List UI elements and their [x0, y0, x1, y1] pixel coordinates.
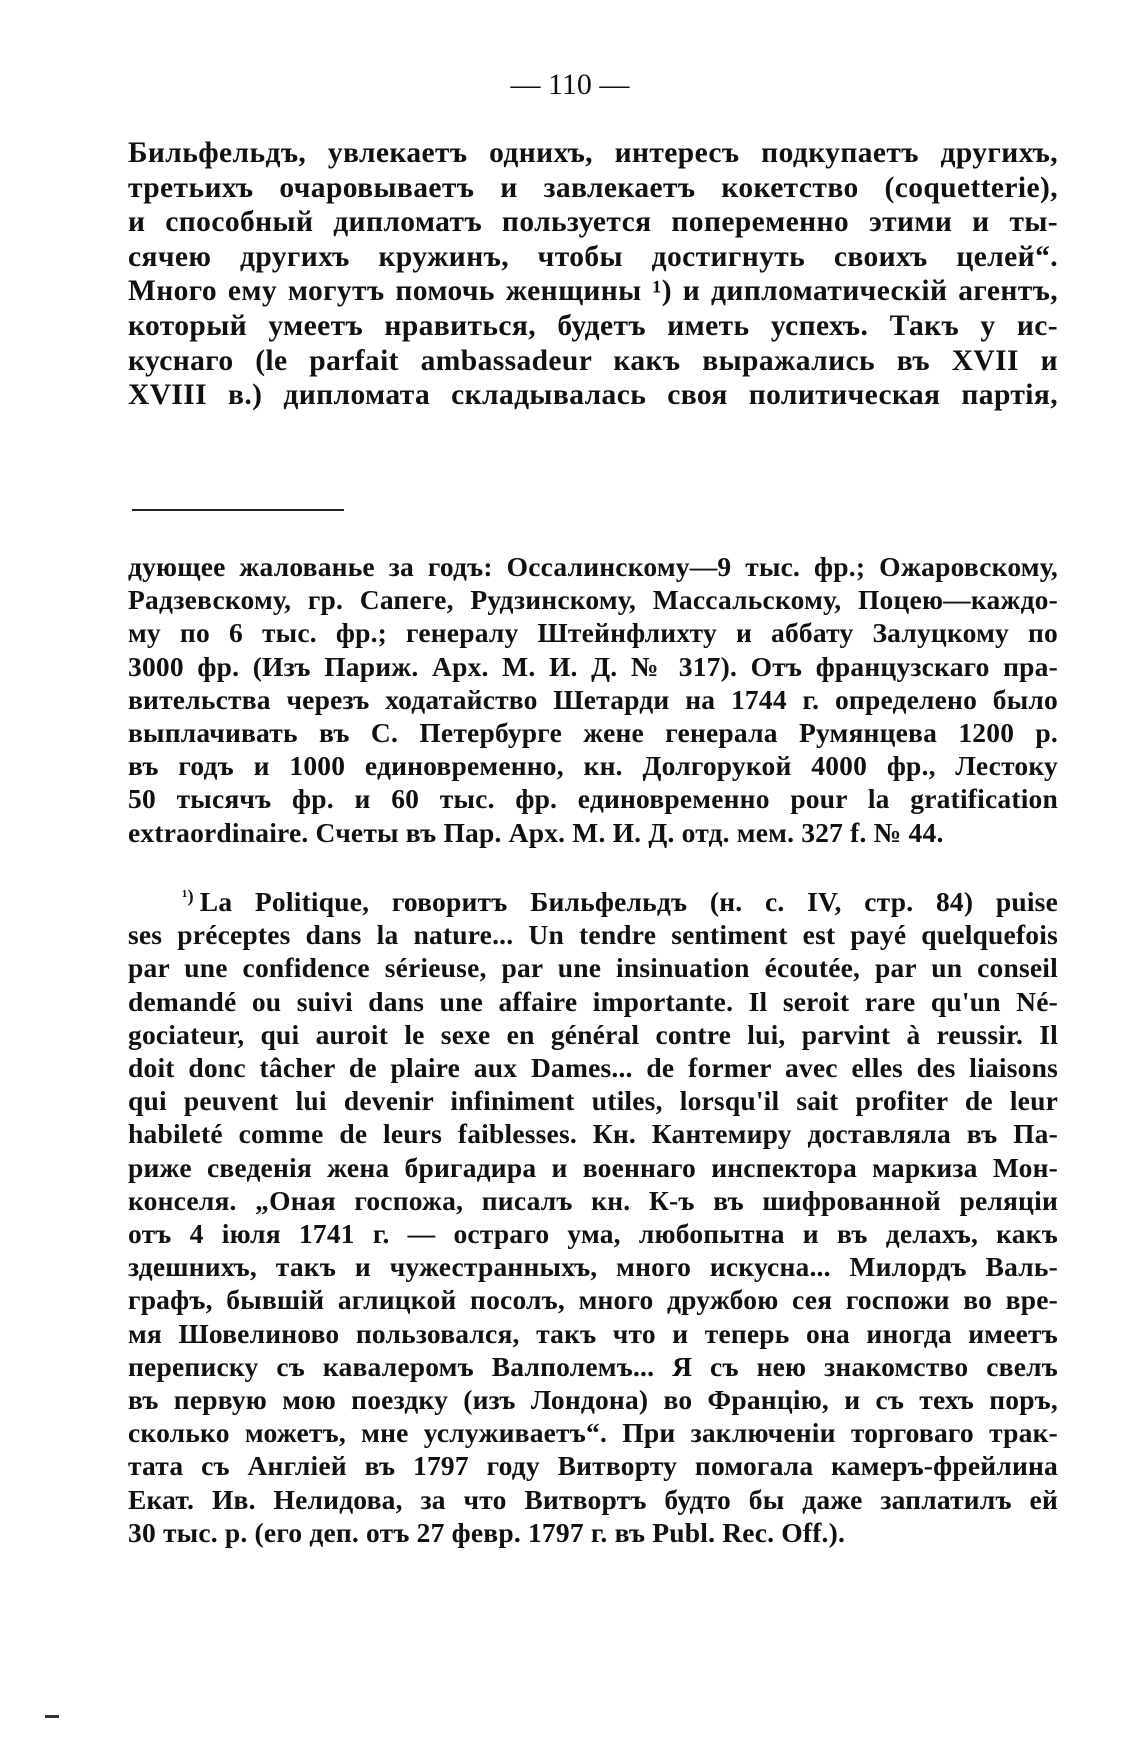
footnote-line: выплачивать въ С. Петербурге жене генерала Румянцева 1200 р.	[128, 717, 1058, 749]
footnote-line: 30 тыс. р. (его деп. отъ 27 февр. 1797 г. въ Publ. Rec. Off.).	[128, 1516, 846, 1548]
footnote-separator	[132, 509, 344, 511]
footnote-line: Радзевскому, гр. Сапеге, Рудзинскому, Массальскому, Поцею—каждо-	[128, 584, 1058, 616]
page-number: — 110 —	[510, 68, 630, 101]
footnote-line: сколько можетъ, мне услуживаетъ“. При заключенiи торговаго трак-	[128, 1417, 1058, 1449]
footnote-line: риже сведенiя жена бригадира и военнаго инспектора маркиза Мон-	[128, 1151, 1058, 1183]
footnote-line: habileté comme de leurs faiblesses. Кн. Кантемиру доставляла въ Па-	[128, 1118, 1058, 1150]
footnote-first-text: La Politique, говоритъ Бильфельдъ (н. с. IV, стр. 84) puise	[199, 886, 1058, 917]
footnote-line: gociateur, qui auroit le sexe en général contre lui, parvint à reussir. Il	[128, 1018, 1058, 1050]
main-text-line: Бильфельдъ, увлекаетъ однихъ, интересъ подкупаетъ другихъ,	[128, 137, 1058, 169]
footnote-line: въ первую мою поездку (изъ Лондона) во Францiю, и съ техъ поръ,	[128, 1384, 1058, 1416]
main-text	[128, 136, 1058, 413]
footnote-line: тата съ Англiей въ 1797 году Витворту помогала камеръ-фрейлина	[128, 1450, 1058, 1482]
footnote-marker: ¹)	[182, 886, 194, 906]
main-text-line: который умеетъ нравиться, будетъ иметь успехъ. Такъ у ис-	[128, 309, 1058, 342]
footnote-line: вительства черезъ ходатайство Шетарди на 1744 г. определено было	[128, 683, 1058, 715]
main-text-line: сячею другихъ кружинъ, чтобы достигнуть своихъ целей“.	[128, 240, 1058, 273]
footnote-line: переписку съ кавалеромъ Валполемъ... Я съ нею знакомство свелъ	[128, 1350, 1058, 1382]
footnote-line: 3000 фр. (Изъ Париж. Арх. М. И. Д. № 317). Отъ французскаго пра-	[128, 650, 1058, 682]
footnote-line: здешнихъ, такъ и чужестранныхъ, много искусна... Милордъ Валь-	[128, 1251, 1058, 1283]
main-text-line: третьихъ очаровываетъ и завлекаетъ кокетство (coquetterie),	[128, 171, 1058, 204]
footnote-line: въ годъ и 1000 единовременно, кн. Долгорукой 4000 фр., Лестоку	[128, 750, 1058, 782]
footnote-first-line	[128, 880, 1058, 918]
main-text-line: XVIII в.) дипломата складывалась своя политическая партiя,	[128, 379, 1058, 412]
footnote-line: Екат. Ив. Нелидова, за что Витвортъ будто бы даже заплатилъ ей	[128, 1483, 1058, 1515]
main-text-line: и способный дипломатъ пользуется попеременно этими и ты-	[128, 206, 1058, 239]
footnote-line: дующее жалованье за годъ: Оссалинскому—9 тыс. фр.; Ожаровскому,	[128, 551, 1058, 582]
footnote-line: графъ, бывшiй аглицкой посолъ, много дружбою сея госпожи во вре-	[128, 1284, 1058, 1316]
footnote-line: qui peuvent lui devenir infiniment utiles, lorsqu'il sait profiter de leur	[128, 1085, 1058, 1117]
footnote-line: ses préceptes dans la nature... Un tendre sentiment est payé quelquefois	[128, 919, 1058, 951]
footnote-line: 50 тысячъ фр. и 60 тыс. фр. единовременно pour la gratification	[128, 783, 1058, 815]
main-text-line: куснаго (le parfait ambassadeur какъ выражались въ XVII и	[128, 344, 1058, 377]
footnote-line: par une confidence sérieuse, par une insinuation écoutée, par un conseil	[128, 952, 1058, 984]
footnote-line: му по 6 тыс. фр.; генералу Штейнфлихту и аббату Залуцкому по	[128, 617, 1058, 649]
footnote-line: demandé ou suivi dans une affaire importante. Il seroit rare qu'un Né-	[128, 985, 1058, 1017]
footnote-line: мя Шовелиново пользовался, такъ что и теперь она иногда имеетъ	[128, 1317, 1058, 1349]
continued-footnote	[128, 550, 1058, 849]
main-text-line: Много ему могутъ помочь женщины ¹) и дипломатическiй агентъ,	[128, 275, 1058, 308]
footnote-line: отъ 4 iюля 1741 г. — остраго ума, любопытна и въ делахъ, какъ	[128, 1218, 1058, 1250]
footnote-line: doit donc tâcher de plaire aux Dames... de former avec elles des liaisons	[128, 1052, 1058, 1084]
footnote-1	[128, 880, 1058, 1549]
print-mark	[45, 1715, 59, 1718]
footnote-line: конселя. „Оная госпожа, писалъ кн. К-ъ въ шифрованной реляцiи	[128, 1184, 1058, 1216]
footnote-line: extraordinaire. Счеты въ Пар. Арх. М. И. Д. отд. мем. 327 f. № 44.	[128, 816, 944, 848]
